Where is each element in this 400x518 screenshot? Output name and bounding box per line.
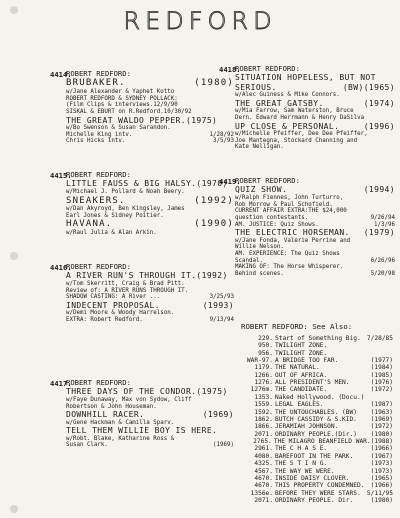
entry-note: SHADOW CASTING: A River ... 3/25/93 <box>66 294 234 301</box>
entry-note: w/Mia Farrow, Sam Waterston, Bruce <box>235 108 354 115</box>
entry-date: (1980) <box>194 78 234 89</box>
list-item: 1353. Naked Hollywood. (Docu.) <box>254 393 365 401</box>
entry-note: Chris Hicks intv. 3/5/93 <box>66 138 234 145</box>
list-item: 1266. OUT OF AFRICA. (1985) <box>254 371 393 379</box>
film-title: TELL THEM WILLIE BOY IS HERE. <box>66 426 218 436</box>
entry-note: MAKING OF: The Horse Whisperer. <box>235 264 344 271</box>
entry-note: w/Bo Swenson & Susan Sarandon. <box>66 124 171 131</box>
film-title: LITTLE FAUSS & BIG HALSY.(1970) <box>66 179 228 189</box>
entry-date: 9/13/94 <box>209 316 234 323</box>
list-item: 4670. INSIDE DAISY CLOVER. (1965) <box>254 474 393 482</box>
entry-date: 1/28/92 <box>209 131 234 138</box>
list-item: 1559. LEGAL EAGLES. (1987) <box>254 401 393 409</box>
film-title: BRUBAKER. (1980) <box>66 78 234 89</box>
entry-4414 <box>50 69 234 145</box>
list-item: 956. TWILIGHT ZONE. <box>258 349 328 357</box>
entry-heading: ROBERT REDFORD: <box>66 170 131 179</box>
entry-date: (1974) <box>363 98 395 108</box>
entry-note: w/Jane Fonda, Valerie Perrine and <box>235 237 351 244</box>
film-title: SITUATION HOPELESS, BUT NOT <box>235 73 376 83</box>
entry-date: (1996) <box>363 121 395 131</box>
entry-note: w/Gene Hackman & Camilla Sparv. <box>66 419 175 426</box>
entry-date: (1979) <box>363 228 395 238</box>
entry-date: (1993) <box>202 300 234 310</box>
entry-number: 4417. <box>50 379 72 388</box>
entry-note: Earl Jones & Sidney Poitier. <box>66 212 164 219</box>
entry-date: (1969) <box>202 410 234 420</box>
entry-note: w/Jane Alexander & Yaphet Kotto <box>66 88 175 95</box>
see-also-list <box>241 323 393 504</box>
film-title: QUIZ SHOW. (1994) <box>235 185 395 195</box>
film-title: INDECENT PROPOSAL. (1993) <box>66 300 234 310</box>
list-item: 2071. ORDINARY PEOPLE.(Dir.) (1980) <box>254 430 393 438</box>
entry-note: Dern. Edward Herrmann & Henry DaSilva <box>235 114 365 121</box>
film-title: THREE DAYS OF THE CONDOR.(1975) <box>66 387 228 397</box>
list-item: 1866. JERAMIAH JOHNSON. (1972) <box>254 423 393 431</box>
list-item: 4080. BAREFOOT IN THE PARK. (1967) <box>254 452 393 460</box>
entry-heading: ROBERT REDFORD: <box>66 378 131 387</box>
entry-note: Susan Clark. (1969) <box>66 442 234 449</box>
entry-note: Robertson & John Houseman. <box>66 403 157 410</box>
entry-number: 4416. <box>50 263 72 272</box>
entry-note: w/Dan Akyroyd, Ben Kingsley, James <box>66 205 185 212</box>
entry-note: w/Faye Dunaway, Max von Sydow, Cliff <box>66 396 192 403</box>
see-also-heading: ROBERT REDFORD: See Also: <box>241 322 353 331</box>
page-title: REDFORD <box>123 7 277 35</box>
entry-note: Michelle King intv. 1/28/92 <box>66 131 234 138</box>
list-item: 1276. ALL PRESIDENT'S MEN. (1976) <box>254 379 393 387</box>
entry-note: ROBERT REDFORD & SYDNEY POLLACK: <box>66 95 178 102</box>
entry-date: (1994) <box>363 185 395 195</box>
entry-4419 <box>219 176 395 277</box>
entry-note: w/Robt. Blake, Katharine Ross & <box>66 435 175 442</box>
entry-heading: ROBERT REDFORD: <box>66 69 131 78</box>
entry-date: 1/3/96 <box>374 221 395 228</box>
entry-note: w/Raul Julia & Alan Arkin. <box>66 229 157 236</box>
entry-note: w/Ralph Fiennes, John Turturro, <box>235 194 344 201</box>
film-title: THE GREAT WALDO PEPPER.(1975) <box>66 115 218 125</box>
list-item: 4325. THE S T I N G. (1973) <box>254 460 393 468</box>
entry-note: Kate Nelligan. <box>235 144 284 151</box>
entry-4415 <box>50 170 234 236</box>
list-item: 950. TWILIGHT ZONE. <box>258 342 328 350</box>
entry-note: Willie Nelson. <box>235 244 284 251</box>
entry-4417 <box>50 378 234 449</box>
entry-note: w/Demi Moore & Woody Harrelson. <box>66 310 175 317</box>
entry-date: 6/26/96 <box>370 257 395 264</box>
list-item: 1862. BUTCH CASSIDY & S.KID. (1969) <box>254 415 393 423</box>
entry-date: 3/25/93 <box>209 294 234 301</box>
entry-date: (1969) <box>213 442 234 449</box>
entry-note: w/Michelle Pfeiffer, Dee Dee Pfeiffer, <box>235 131 368 138</box>
film-title: SERIOUS. (BW)(1965) <box>235 82 395 92</box>
entry-date: (1990) <box>194 219 234 230</box>
film-title: DOWNHILL RACER. (1969) <box>66 410 234 420</box>
list-item: 4567. THE WAY WE WERE. (1973) <box>254 467 393 475</box>
entry-heading: ROBERT REDFORD: <box>235 176 300 185</box>
entry-note: Joe Mantegna, Stockard Channing and <box>235 137 358 144</box>
entry-heading: ROBERT REDFORD: <box>235 64 300 73</box>
entry-number: 4418. <box>219 65 241 74</box>
list-item: 4670. THIS PROPERTY CONDEMNED. (1966) <box>254 482 393 490</box>
list-item: 1276m. THE CANDIDATE. (1972) <box>250 386 393 394</box>
entry-note: (Film Clips & interviews.12/9/90 <box>66 102 178 109</box>
entry-note: Behind scenes. 5/20/98 <box>235 270 395 277</box>
film-title: SNEAKERS. (1992) <box>66 195 234 206</box>
entry-note: EXTRA: Robert Redford. 9/13/94 <box>66 316 234 323</box>
entry-note: SISKAL & EBURT on R.Redford.10/30/92 <box>66 108 192 115</box>
entry-4416 <box>50 262 234 324</box>
entry-note: Scandal. 6/26/96 <box>235 257 395 264</box>
list-item: 1592. THE UNTOUCHABLES. (BW) (1963) <box>254 408 393 416</box>
entry-date: 9/26/94 <box>370 214 395 221</box>
entry-note: Rob Morrow & Paul Schofield. <box>235 201 333 208</box>
punch-hole <box>10 505 18 513</box>
entry-date: 5/20/98 <box>370 270 395 277</box>
list-item: 1356e. BEFORE THEY WERE STARS. 5/11/95 <box>250 489 393 497</box>
film-title: THE GREAT GATSBY. (1974) <box>235 98 395 108</box>
entry-number: 4419. <box>219 177 241 186</box>
entry-note: AM. JUSTICE: Quiz Shows. 1/3/96 <box>235 221 395 228</box>
film-title: HAVANA. (1990) <box>66 219 234 230</box>
punch-hole <box>10 252 18 260</box>
film-title: UP CLOSE & PERSONAL. (1996) <box>235 121 395 131</box>
list-item: 2071. ORDINARY PEOPLE. Dir. (1980) <box>254 497 393 505</box>
entry-number: 4414. <box>50 70 72 79</box>
entry-number: 4415. <box>50 171 72 180</box>
film-title: THE ELECTRIC HORSEMAN. (1979) <box>235 228 395 238</box>
entry-note: Review of: A RIVER RUNS THROUGH IT. <box>66 287 189 294</box>
entry-note: AM. EXPERIENCE: The Quiz Shows <box>235 250 340 257</box>
entry-date: 3/5/93 <box>213 138 234 145</box>
list-item: 2765. THE MILAGRO BEANFIELD WAR. (1988) <box>253 438 393 446</box>
entry-note: CURRENT AFFAIR EXTRA:THE $24,000 <box>235 208 347 215</box>
entry-date: (1992) <box>194 195 234 206</box>
list-item: 2961. THE C H A S E. (1966) <box>254 445 393 453</box>
film-title: A RIVER RUN'S THROUGH IT.(1992) <box>66 271 228 281</box>
entry-note: w/Tom Skerritt, Craig & Brad Pitt. <box>66 280 185 287</box>
entry-note: w/Alec Guiness & Mike Connors. <box>235 92 340 99</box>
entry-note: w/Michael J. Pollard & Noah Beery. <box>66 188 185 195</box>
entry-note: question contestants. 9/26/94 <box>235 214 395 221</box>
list-item: 1179. THE NATURAL. (1984) <box>254 364 393 372</box>
entry-heading: ROBERT REDFORD: <box>66 262 131 271</box>
list-item: 229. Start of Something Big. 7/28/85 <box>258 334 393 342</box>
list-item: WAR-97. A BRIDGE TOO FAR. (1977) <box>246 356 393 364</box>
entry-date: (BW)(1965) <box>342 82 395 92</box>
